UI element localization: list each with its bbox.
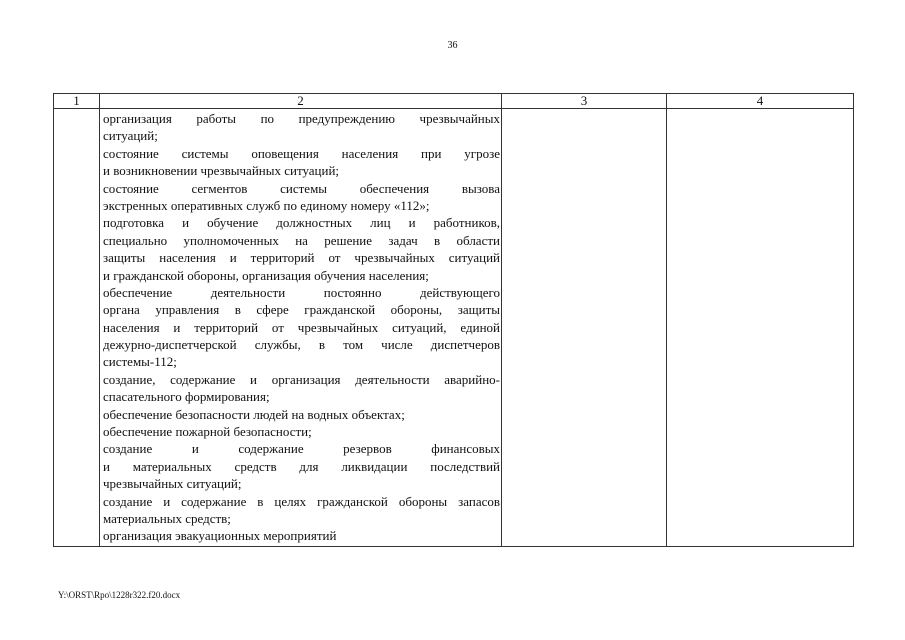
- header-cell-3: 3: [502, 94, 667, 109]
- header-cell-2: 2: [100, 94, 502, 109]
- text-line: состояние системы оповещения населения при угрозе: [103, 145, 500, 161]
- text-line: дежурно-диспетчерской службы, в том числе диспетчеров: [103, 337, 500, 353]
- text-line: и возникновении чрезвычайных ситуаций;: [103, 163, 340, 179]
- text-line: создание и содержание в целях гражданской обороны запасов: [103, 493, 500, 509]
- text-line: специально уполномоченных на решение задач в области: [103, 232, 500, 248]
- footer-file-path: Y:\ORST\Rpo\1228r322.f20.docx: [58, 590, 181, 600]
- text-line: организация работы по предупреждению чрезвычайных: [103, 111, 500, 126]
- text-line: ситуаций;: [103, 128, 158, 144]
- measures-list: [100, 109, 501, 546]
- text-line: системы-112;: [103, 354, 177, 370]
- cell-col-3: [502, 109, 667, 547]
- cell-col-2: [100, 109, 502, 547]
- document-table: [53, 93, 854, 547]
- cell-col-4: [667, 109, 854, 547]
- text-line: защиты населения и территорий от чрезвычайных ситуаций: [103, 250, 500, 266]
- table-header-row: [54, 94, 854, 109]
- text-line: и материальных средств для ликвидации последствий: [103, 458, 500, 474]
- text-line: материальных средств;: [103, 510, 231, 526]
- page-number: 36: [447, 40, 458, 51]
- text-line: населения и территорий от чрезвычайных ситуаций, единой: [103, 319, 500, 335]
- text-line: обеспечение пожарной безопасности;: [103, 424, 312, 440]
- table-row: [54, 109, 854, 547]
- text-line: органа управления в сфере гражданской обороны, защиты: [103, 302, 500, 318]
- text-line: состояние сегментов системы обеспечения вызова: [103, 180, 500, 196]
- header-cell-1: 1: [54, 94, 100, 109]
- text-line: подготовка и обучение должностных лиц и работников,: [103, 215, 500, 231]
- text-line: создание и содержание резервов финансовых: [103, 441, 500, 457]
- header-cell-4: 4: [667, 94, 854, 109]
- text-line: спасательного формирования;: [103, 389, 270, 405]
- text-line: организация эвакуационных мероприятий: [103, 528, 337, 544]
- text-line: создание, содержание и организация деятельности аварийно-: [103, 371, 500, 387]
- text-line: чрезвычайных ситуаций;: [103, 476, 242, 492]
- text-line: экстренных оперативных служб по единому номеру «112»;: [103, 197, 430, 213]
- text-line: и гражданской обороны, организация обучения населения;: [103, 267, 429, 283]
- text-line: обеспечение безопасности людей на водных объектах;: [103, 406, 405, 422]
- text-line: обеспечение деятельности постоянно действующего: [103, 284, 500, 300]
- cell-col-1: [54, 109, 100, 547]
